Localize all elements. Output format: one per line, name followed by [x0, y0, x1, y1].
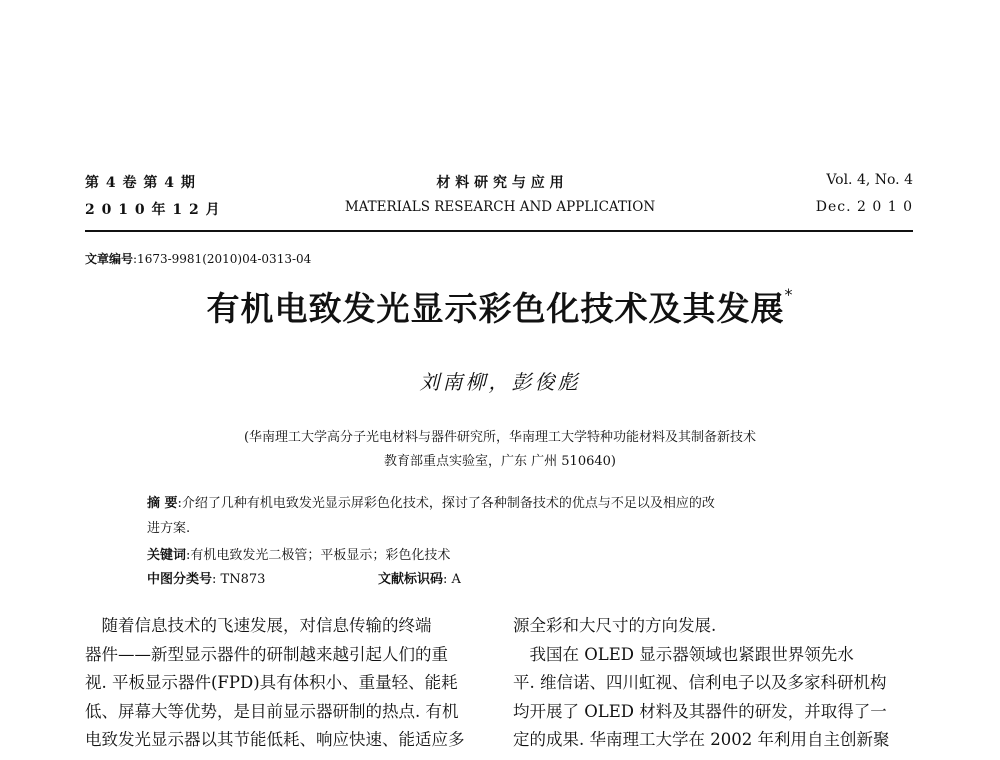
body-column-left [85, 612, 465, 755]
abstract-line-2: 进方案. [147, 521, 191, 536]
keywords-value: :有机电致发光二极管；平板显示；彩色化技术 [186, 548, 451, 563]
keywords-label: 关键词 [147, 548, 187, 563]
document-code [378, 568, 461, 587]
article-title-text: 有机电致发光显示彩色化技术及其发展 [206, 289, 785, 328]
authors: 刘南柳，彭俊彪 [419, 370, 581, 394]
journal-name-en: MATERIALS RESEARCH AND APPLICATION [344, 199, 656, 215]
abstract-label: 摘 要 [147, 496, 178, 511]
classification-label: 中图分类号 [147, 572, 213, 587]
body-line: 定的成果. 华南理工大学在 2002 年利用自主创新聚 [513, 730, 890, 749]
document-code-value: : A [443, 572, 461, 587]
journal-name-cn: 材 料 研 究 与 应 用 [436, 175, 564, 191]
body-line: 均开展了 OLED 材料及其器件的研发，并取得了一 [513, 701, 887, 721]
volume-issue-cn: 第 4 卷 第 4 期 [85, 175, 196, 191]
abstract-text-1: :介绍了几种有机电致发光显示屏彩色化技术，探讨了各种制备技术的优点与不足以及相应的改 [177, 496, 715, 511]
body-line: 视. 平板显示器件(FPD)具有体积小、重量轻、能耗 [85, 673, 458, 692]
classification-value: : TN873 [212, 572, 266, 587]
date-cn: 2 0 1 0 年 1 2 月 [85, 202, 221, 218]
body-line: 低、屏幕大等优势，是目前显示器研制的热点. 有机 [85, 701, 459, 721]
article-title [0, 283, 1000, 330]
article-number [85, 250, 311, 267]
body-line: 源全彩和大尺寸的方向发展. [513, 616, 717, 635]
article-number-value: :1673-9981(2010)04-0313-04 [133, 252, 312, 266]
keywords [147, 544, 450, 563]
body-line: 电致发光显示器以其节能低耗、响应快速、能适应多 [85, 730, 465, 749]
affiliation-line-1: (华南理工大学高分子光电材料与器件研究所，华南理工大学特种功能材料及其制备新技术 [243, 430, 757, 445]
affiliation-line-2: 教育部重点实验室，广东 广州 510640) [384, 454, 616, 469]
body-line: 随着信息技术的飞速发展，对信息传输的终端 [85, 616, 432, 635]
body-line: 我国在 OLED 显示器领域也紧跟世界领先水 [513, 644, 854, 664]
abstract-line-1 [147, 492, 715, 511]
body-line: 平. 维信诺、四川虹视、信利电子以及多家科研机构 [513, 673, 887, 692]
header-rule [85, 230, 913, 232]
document-code-label: 文献标识码 [378, 572, 444, 587]
body-line: 器件——新型显示器件的研制越来越引起人们的重 [85, 644, 448, 664]
title-footnote-mark: * [784, 285, 794, 304]
date-en: Dec. 2 0 1 0 [815, 199, 913, 215]
article-number-label: 文章编号 [85, 252, 134, 266]
body-column-right [513, 612, 889, 755]
volume-issue-en: Vol. 4, No. 4 [826, 172, 913, 188]
classification-number [147, 568, 265, 587]
